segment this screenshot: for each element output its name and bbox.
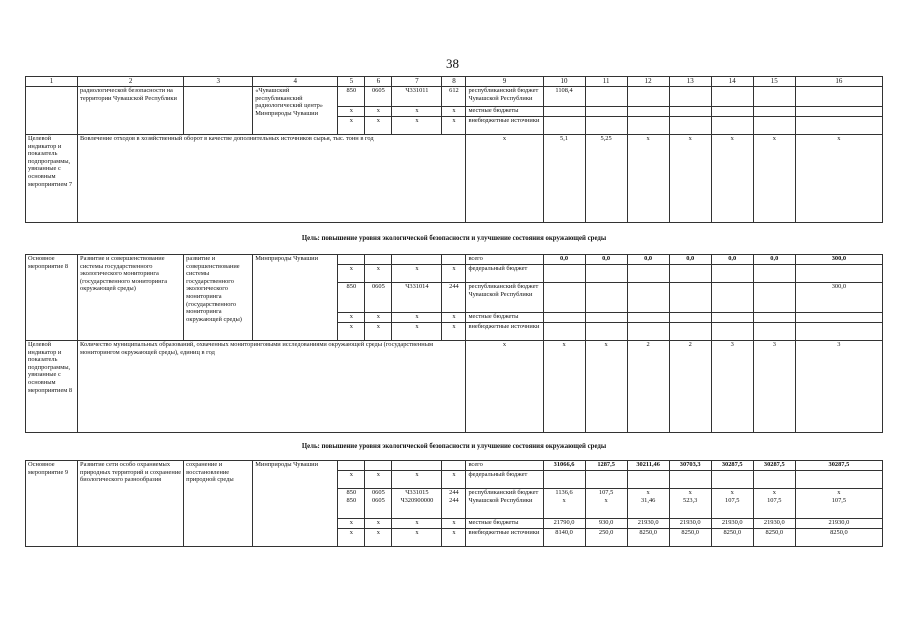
table-cell <box>753 471 795 489</box>
executor: Минприроды Чувашии <box>253 461 338 547</box>
table-cell: 5,25 <box>585 135 627 223</box>
table-cell: местные бюджеты <box>466 519 543 529</box>
table-cell <box>795 471 882 489</box>
table-cell: х <box>466 341 543 433</box>
table-cell: 612 <box>442 87 466 107</box>
table-cell: х <box>338 265 365 283</box>
table-cell: х <box>442 313 466 323</box>
indicator-text: Вовлечение отходов в хозяйственный оборот в качестве дополнительных источников сырья, тыс. тонн в год <box>78 135 466 223</box>
table-cell: х <box>365 519 392 529</box>
table-cell <box>543 117 585 135</box>
table-cell <box>795 87 882 107</box>
table-cell: 2 <box>627 341 669 433</box>
table-cell: 30703,3 <box>669 461 711 471</box>
table-cell: республиканский бюджет Чувашской Республики <box>466 87 543 107</box>
column-header: 12 <box>627 77 669 87</box>
table-cell: х <box>392 117 442 135</box>
table-cell: х <box>442 323 466 341</box>
table-cell <box>711 313 753 323</box>
table-cell: х <box>711 135 753 223</box>
table-cell: х 523,3 <box>669 489 711 519</box>
table-cell: 21930,0 <box>795 519 882 529</box>
table-cell <box>365 255 392 265</box>
table-cell: 0605 0605 <box>365 489 392 519</box>
page-number: 38 <box>446 56 459 71</box>
table-cell <box>669 283 711 313</box>
table-cell <box>753 117 795 135</box>
table-cell: всего <box>466 461 543 471</box>
goal-row <box>26 223 883 255</box>
table-cell <box>338 255 365 265</box>
table-cell <box>795 107 882 117</box>
table-cell <box>795 265 882 283</box>
column-header: 3 <box>184 77 253 87</box>
table-cell <box>627 87 669 107</box>
indicator-label: Целевой индикатор и показатель подпрограммы, увязанные с основным мероприятием 7 <box>26 135 78 223</box>
table-cell: х 107,5 <box>753 489 795 519</box>
table-cell: х <box>543 341 585 433</box>
table-cell <box>338 461 365 471</box>
table-cell: Ч331015 Ч320900000 <box>392 489 442 519</box>
table-cell: х <box>442 519 466 529</box>
table-cell <box>669 323 711 341</box>
executor: «Чувашский республиканский радиологический центр» Минприроды Чувашии <box>253 87 338 135</box>
table-cell: х <box>338 519 365 529</box>
table-cell: х <box>365 529 392 547</box>
table-cell: 0,0 <box>627 255 669 265</box>
table-cell: 1287,5 <box>585 461 627 471</box>
table-cell: 0,0 <box>753 255 795 265</box>
table-cell: 850 850 <box>338 489 365 519</box>
table-cell <box>753 87 795 107</box>
table-cell <box>442 255 466 265</box>
column-header: 6 <box>365 77 392 87</box>
table-cell: х 31,46 <box>627 489 669 519</box>
table-cell <box>711 265 753 283</box>
column-header: 16 <box>795 77 882 87</box>
table-cell <box>585 265 627 283</box>
table-cell <box>711 283 753 313</box>
table-cell: 30211,46 <box>627 461 669 471</box>
table-cell: Ч331011 <box>392 87 442 107</box>
table-cell <box>795 323 882 341</box>
table-cell: внебюджетные источники <box>466 529 543 547</box>
table-cell <box>627 283 669 313</box>
table-cell <box>627 117 669 135</box>
column-header: 14 <box>711 77 753 87</box>
event-goal: развитие и совершенствование системы государственного экологического мониторинга (государственного мониторинга окружающей среды) <box>184 255 253 341</box>
table-cell <box>184 87 253 135</box>
table-cell <box>627 313 669 323</box>
column-header: 8 <box>442 77 466 87</box>
column-header: 4 <box>253 77 338 87</box>
table-cell: х <box>585 341 627 433</box>
table-cell: 21930,0 <box>711 519 753 529</box>
table-cell: 21930,0 <box>753 519 795 529</box>
table-cell <box>753 283 795 313</box>
table-cell: 300,0 <box>795 283 882 313</box>
table-cell: 2 <box>669 341 711 433</box>
table-cell <box>543 471 585 489</box>
event-name: Развитие и совершенствование системы государственного экологического мониторинга (государственного мониторинга окружающей среды) <box>78 255 184 341</box>
table-cell: х <box>365 107 392 117</box>
table-cell <box>669 87 711 107</box>
table-cell: республиканский бюджет Чувашской Республики <box>466 283 543 313</box>
table-cell: 300,0 <box>795 255 882 265</box>
table-cell: 0,0 <box>585 255 627 265</box>
table-row <box>26 461 883 471</box>
table-cell: х <box>365 117 392 135</box>
table-cell: 0605 <box>365 87 392 107</box>
table-row <box>26 87 883 107</box>
table-cell: 8250,0 <box>669 529 711 547</box>
column-header: 13 <box>669 77 711 87</box>
table-cell: х <box>365 471 392 489</box>
table-cell: 0605 <box>365 283 392 313</box>
column-header: 15 <box>753 77 795 87</box>
table-cell: 107,5 х <box>585 489 627 519</box>
table-cell <box>585 323 627 341</box>
table-cell: местные бюджеты <box>466 313 543 323</box>
table-cell: 0,0 <box>543 255 585 265</box>
table-cell: 8140,0 <box>543 529 585 547</box>
table-cell: Ч331014 <box>392 283 442 313</box>
table-cell: внебюджетные источники <box>466 117 543 135</box>
table-cell: 244 <box>442 283 466 313</box>
table-cell: х <box>338 107 365 117</box>
table-cell <box>627 107 669 117</box>
table-cell <box>543 107 585 117</box>
table-cell <box>585 117 627 135</box>
table-cell: 3 <box>795 341 882 433</box>
table-cell <box>442 461 466 471</box>
table-cell <box>669 313 711 323</box>
table-cell <box>627 265 669 283</box>
table-cell <box>365 461 392 471</box>
table-cell: х <box>442 117 466 135</box>
table-cell: 0,0 <box>711 255 753 265</box>
table-cell <box>669 265 711 283</box>
column-header: 10 <box>543 77 585 87</box>
table-cell: х <box>442 471 466 489</box>
table-cell: х <box>392 471 442 489</box>
table-cell <box>669 471 711 489</box>
table-cell <box>543 313 585 323</box>
table-cell: х <box>466 135 543 223</box>
table-cell: 21930,0 <box>627 519 669 529</box>
goal-heading: Цель: повышение уровня экологической безопасности и улучшение состояния окружающей среды <box>301 442 607 450</box>
table-cell: 1108,4 <box>543 87 585 107</box>
table-cell: х <box>392 519 442 529</box>
table-cell <box>26 87 78 135</box>
goal-row <box>26 433 883 461</box>
table-cell: 3 <box>711 341 753 433</box>
table-cell: х 107,5 <box>795 489 882 519</box>
budget-table <box>25 76 883 547</box>
table-cell: федеральный бюджет <box>466 471 543 489</box>
table-cell <box>711 107 753 117</box>
event-label: Основное мероприятие 8 <box>26 255 78 341</box>
table-cell: х <box>338 117 365 135</box>
table-cell: местные бюджеты <box>466 107 543 117</box>
table-cell: внебюджетные источники <box>466 323 543 341</box>
header-row <box>26 77 883 87</box>
table-cell: х <box>392 529 442 547</box>
table-cell: х <box>338 323 365 341</box>
table-cell <box>392 255 442 265</box>
column-header: 7 <box>392 77 442 87</box>
table-cell: х <box>627 135 669 223</box>
table-cell <box>585 87 627 107</box>
table-cell: 930,0 <box>585 519 627 529</box>
event-label: Основное мероприятие 9 <box>26 461 78 547</box>
table-cell: 8250,0 <box>627 529 669 547</box>
table-cell <box>585 313 627 323</box>
table-cell: всего <box>466 255 543 265</box>
table-cell: 5,1 <box>543 135 585 223</box>
indicator-row <box>26 341 883 433</box>
table-cell: х <box>338 313 365 323</box>
table-cell: 8250,0 <box>795 529 882 547</box>
column-header: 11 <box>585 77 627 87</box>
table-cell: 8250,0 <box>753 529 795 547</box>
table-cell <box>669 117 711 135</box>
table-cell <box>711 471 753 489</box>
table-cell <box>711 117 753 135</box>
table-cell: 1136,6 х <box>543 489 585 519</box>
column-header: 2 <box>78 77 184 87</box>
table-cell <box>585 471 627 489</box>
table-cell: 850 <box>338 283 365 313</box>
table-cell: 30287,5 <box>795 461 882 471</box>
table-cell: х <box>442 265 466 283</box>
indicator-label: Целевой индикатор и показатель подпрограммы, увязанные с основным мероприятием 8 <box>26 341 78 433</box>
table-row <box>26 255 883 265</box>
table-cell <box>669 107 711 117</box>
table-cell: х <box>338 529 365 547</box>
table-cell: х <box>669 135 711 223</box>
indicator-text: Количество муниципальных образований, охваченных мониторинговыми исследованиями окружающей среды (государственным мониторингом окружающей среды), единиц в год <box>78 341 466 433</box>
table-cell <box>627 323 669 341</box>
table-cell: х <box>392 323 442 341</box>
table-cell: 21790,0 <box>543 519 585 529</box>
table-cell <box>585 283 627 313</box>
table-cell <box>543 265 585 283</box>
table-cell: х <box>392 107 442 117</box>
table-cell: х <box>365 265 392 283</box>
table-cell: 30287,5 <box>753 461 795 471</box>
table-cell: х <box>392 313 442 323</box>
column-header: 5 <box>338 77 365 87</box>
table-cell: 250,0 <box>585 529 627 547</box>
indicator-row <box>26 135 883 223</box>
event-name: Развитие сети особо охраняемых природных территорий и сохранение биологического разнообразия <box>78 461 184 547</box>
table-cell <box>585 107 627 117</box>
table-cell: 850 <box>338 87 365 107</box>
table-cell: 244 244 <box>442 489 466 519</box>
table-cell <box>753 107 795 117</box>
table-cell <box>795 313 882 323</box>
table-cell: х <box>442 529 466 547</box>
table-cell: х <box>392 265 442 283</box>
table-cell: республиканский бюджет Чувашской Республики <box>466 489 543 519</box>
table-cell <box>795 117 882 135</box>
table-cell: х <box>753 135 795 223</box>
executor: Минприроды Чувашии <box>253 255 338 341</box>
table-cell <box>392 461 442 471</box>
event-name: радиологической безопасности на территории Чувашской Республики <box>78 87 184 135</box>
table-cell: х <box>442 107 466 117</box>
table-cell <box>543 283 585 313</box>
column-header: 1 <box>26 77 78 87</box>
table-cell <box>753 265 795 283</box>
table-cell <box>753 323 795 341</box>
table-cell: федеральный бюджет <box>466 265 543 283</box>
table-cell: х <box>795 135 882 223</box>
table-cell: х 107,5 <box>711 489 753 519</box>
table-cell: х <box>338 471 365 489</box>
table-cell <box>711 87 753 107</box>
table-cell: 3 <box>753 341 795 433</box>
table-cell: 8250,0 <box>711 529 753 547</box>
table-cell <box>711 323 753 341</box>
table-cell: х <box>365 323 392 341</box>
table-cell: х <box>365 313 392 323</box>
table-cell: 30287,5 <box>711 461 753 471</box>
table-cell: 21930,0 <box>669 519 711 529</box>
event-goal: сохранение и восстановление природной среды <box>184 461 253 547</box>
table-cell: 31066,6 <box>543 461 585 471</box>
column-header: 9 <box>466 77 543 87</box>
goal-heading: Цель: повышение уровня экологической безопасности и улучшение состояния окружающей среды <box>301 234 607 242</box>
table-cell <box>543 323 585 341</box>
table-cell <box>627 471 669 489</box>
table-cell: 0,0 <box>669 255 711 265</box>
table-cell <box>753 313 795 323</box>
